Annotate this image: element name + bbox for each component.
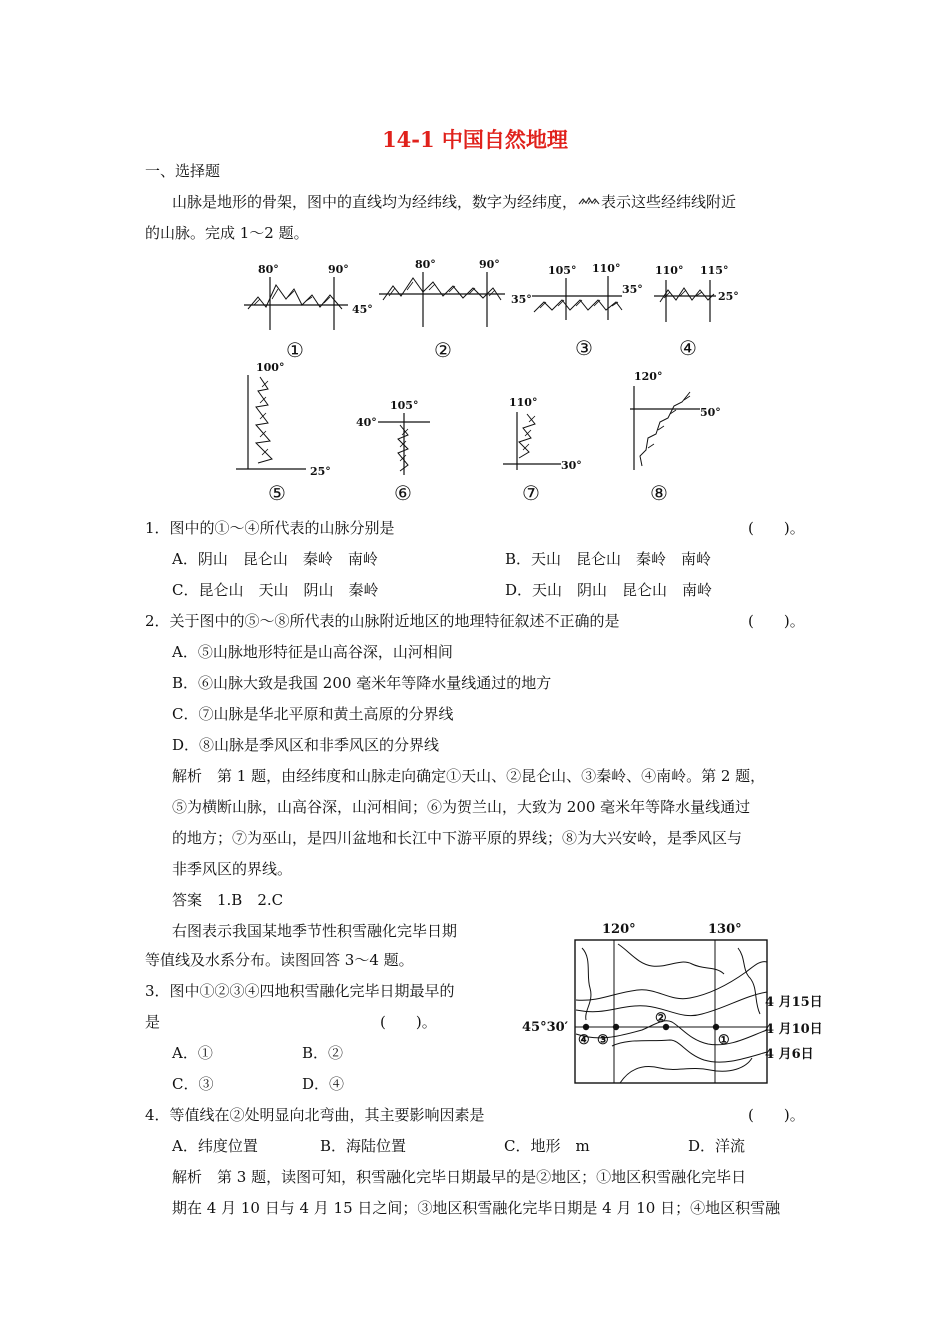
q1-option-c[interactable]: C．昆仑山 天山 阴山 秦岭	[172, 581, 379, 599]
map-label-lon-120: 120°	[602, 922, 636, 937]
point-4-label: ④	[578, 1033, 590, 1048]
point-4-dot	[583, 1024, 589, 1030]
analysis-2-line-1: 解析 第 3 题，读图可知，积雪融化完毕日期最早的是②地区；①地区积雪融化完毕日	[172, 1168, 747, 1186]
panel-5-number: ⑤	[268, 481, 286, 505]
panel-8-label-lat: 50°	[700, 406, 721, 419]
panel-3-number: ③	[575, 336, 593, 360]
q2-option-a[interactable]: A．⑤山脉地形特征是山高谷深，山河相间	[172, 643, 453, 661]
q3-stem-line-1: 3．图中①②③④四地积雪融化完毕日期最早的	[145, 982, 455, 1000]
snowmelt-map	[520, 918, 840, 1088]
panel-6-number: ⑥	[394, 481, 412, 505]
panel-4-number: ④	[679, 336, 697, 360]
isoline-label-apr-6: 4 月6日	[765, 1047, 814, 1062]
page-title: 14-1 中国自然地理	[382, 127, 568, 152]
panel-2-label-lon2: 90°	[479, 258, 500, 271]
panel-8-number: ⑧	[650, 481, 668, 505]
isoline-label-apr-10: 4 月10日	[765, 1022, 823, 1037]
panel-7-label-lat: 30°	[561, 459, 582, 472]
intro-line-2: 的山脉。完成 1～2 题。	[145, 224, 309, 242]
map-label-lon-130: 130°	[708, 922, 742, 937]
mountain-range	[640, 392, 690, 466]
analysis-2-line-2: 期在 4 月 10 日与 4 月 15 日之间；③地区积雪融化完毕日期是 4 月 10 日；④地区积雪融	[172, 1199, 781, 1217]
panel-6-label-lon: 105°	[390, 399, 419, 412]
panel-7-number: ⑦	[522, 481, 540, 505]
panel-5-label-lat: 25°	[310, 465, 331, 478]
mountain-range	[519, 414, 535, 458]
panel-4-label-lon1: 110°	[655, 264, 684, 277]
analysis-1-line-1: 解析 第 1 题，由经纬度和山脉走向确定①天山、②昆仑山、③秦岭、④南岭。第 2 题，	[172, 767, 766, 785]
q1-answer-blank: ( )。	[748, 519, 805, 537]
isoline-apr-6	[612, 1040, 767, 1062]
q1-option-d[interactable]: D．天山 阴山 昆仑山 南岭	[505, 581, 713, 599]
isoline-apr-15	[576, 992, 767, 1016]
q2-option-b[interactable]: B．⑥山脉大致是我国 200 毫米年等降水量线通过的地方	[172, 674, 552, 692]
q2-answer-blank: ( )。	[748, 612, 805, 630]
panel-2-number: ②	[434, 338, 452, 362]
q4-answer-blank: ( )。	[748, 1106, 805, 1124]
point-3-dot	[613, 1024, 619, 1030]
q4-option-a[interactable]: A．纬度位置	[172, 1137, 258, 1155]
river-line	[620, 1058, 752, 1083]
q3-option-a[interactable]: A．①	[172, 1044, 213, 1062]
mountain-range	[660, 288, 714, 302]
q3-option-d[interactable]: D．④	[302, 1075, 345, 1093]
panel-2	[375, 252, 535, 365]
panel-1	[230, 255, 380, 365]
mountain-symbol-icon	[578, 196, 600, 206]
q4-option-b[interactable]: B．海陆位置	[320, 1137, 407, 1155]
q2-option-c[interactable]: C．⑦山脉是华北平原和黄土高原的分界线	[172, 705, 454, 723]
panel-3-label-lon2: 110°	[592, 262, 621, 275]
intro-text-b: 表示这些经纬线附近	[601, 193, 737, 211]
point-2-label: ②	[655, 1011, 667, 1026]
analysis-1-line-3: 的地方；⑦为巫山，是四川盆地和长江中下游平原的界线；⑧为大兴安岭，是季风区与	[172, 829, 743, 847]
mountain-range	[534, 300, 622, 312]
panel-2-label-lon1: 80°	[415, 258, 436, 271]
panel-4	[650, 258, 760, 365]
panel-1-label-lon1: 80°	[258, 263, 279, 276]
q1-option-b[interactable]: B．天山 昆仑山 秦岭 南岭	[505, 550, 712, 568]
section-heading: 一、选择题	[145, 162, 221, 180]
answer-1: 答案 1.B 2.C	[172, 891, 284, 909]
panel-8	[620, 366, 750, 507]
isoline-label-apr-15: 4 月15日	[765, 995, 823, 1010]
panel-3-label-lat: 35°	[622, 283, 643, 296]
panel-6-label-lat: 40°	[356, 416, 377, 429]
point-1-label: ①	[718, 1033, 730, 1048]
q4-stem: 4．等值线在②处明显向北弯曲，其主要影响因素是	[145, 1106, 485, 1124]
panel-3	[530, 258, 660, 365]
q4-option-d[interactable]: D．洋流	[688, 1137, 746, 1155]
analysis-1-line-2: ⑤为横断山脉，山高谷深，山河相间；⑥为贺兰山，大致为 200 毫米年等降水量线通过	[172, 798, 751, 816]
river-line	[738, 948, 760, 1014]
mountain-range	[256, 377, 272, 463]
panel-6	[352, 395, 452, 507]
mountain-range	[398, 425, 408, 471]
q1-option-a[interactable]: A．阴山 昆仑山 秦岭 南岭	[172, 550, 378, 568]
panel-5	[232, 357, 342, 507]
panel-1-label-lon2: 90°	[328, 263, 349, 276]
panel-3-label-lon1: 105°	[548, 264, 577, 277]
river-line	[576, 962, 767, 1001]
panel-5-label-lon: 100°	[256, 361, 285, 374]
map-label-lat: 45°30′	[522, 1020, 569, 1035]
intro2-line-1: 右图表示我国某地季节性积雪融化完毕日期	[172, 922, 458, 940]
q3-stem-line-2: 是	[145, 1013, 161, 1031]
river-line	[582, 948, 591, 1020]
panel-1-number: ①	[286, 338, 304, 362]
intro-text-a: 山脉是地形的骨架，图中的直线均为经纬线，数字为经纬度，	[172, 193, 578, 211]
panel-8-label-lon: 120°	[634, 370, 663, 383]
analysis-1-line-4: 非季风区的界线。	[172, 860, 293, 878]
point-1-dot	[713, 1024, 719, 1030]
q3-option-b[interactable]: B．②	[302, 1044, 344, 1062]
q1-stem: 1．图中的①～④所代表的山脉分别是	[145, 519, 395, 537]
point-3-label: ③	[597, 1033, 609, 1048]
q2-option-d[interactable]: D．⑧山脉是季风区和非季风区的分界线	[172, 736, 440, 754]
q2-stem: 2．关于图中的⑤～⑧所代表的山脉附近地区的地理特征叙述不正确的是	[145, 612, 620, 630]
panel-7-label-lon: 110°	[509, 396, 538, 409]
intro-line-1	[172, 191, 736, 212]
panel-4-label-lat: 25°	[718, 290, 739, 303]
panel-2-label-lat: 35°	[511, 293, 532, 306]
river-line	[618, 944, 724, 974]
q3-option-c[interactable]: C．③	[172, 1075, 214, 1093]
q4-option-c[interactable]: C．地形 m	[504, 1137, 590, 1155]
mountain-range	[383, 278, 501, 300]
intro2-line-2: 等值线及水系分布。读图回答 3～4 题。	[145, 951, 414, 969]
panel-4-label-lon2: 115°	[700, 264, 729, 277]
q3-answer-blank: ( )。	[380, 1013, 437, 1031]
panel-7	[495, 392, 595, 507]
panel-1-label-lat: 45°	[352, 303, 373, 316]
